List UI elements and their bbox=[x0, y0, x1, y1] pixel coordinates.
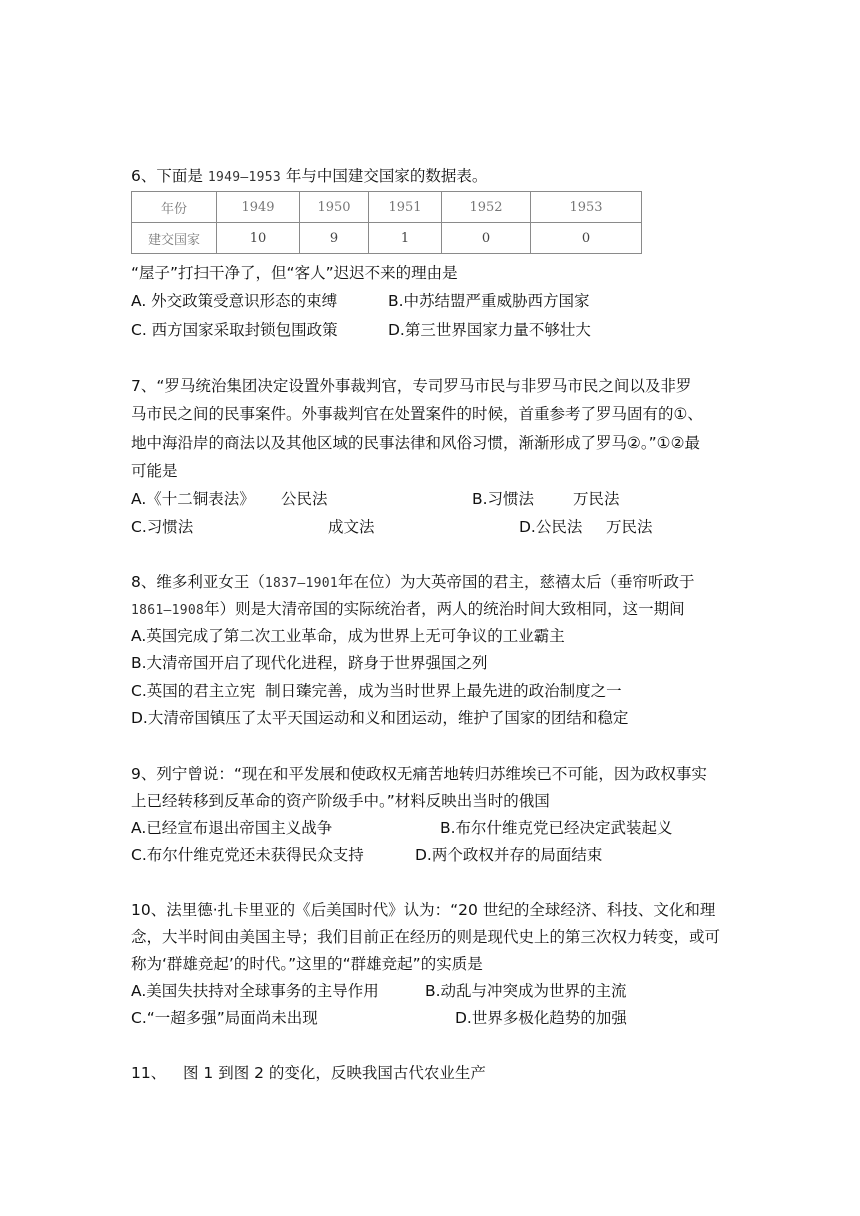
table-cell: 10 bbox=[217, 223, 300, 254]
q10-line-3: 称为‘群雄竞起’的时代。”这里的“群雄竞起”的实质是 bbox=[131, 955, 483, 973]
q9-option-b[interactable]: B.布尔什维克党已经决定武装起义 bbox=[440, 819, 673, 837]
table-row bbox=[132, 223, 642, 254]
q7-option-d-law: 万民法 bbox=[606, 518, 653, 536]
q6-option-d[interactable]: D.第三世界国家力量不够壮大 bbox=[388, 321, 591, 339]
table-cell: 建交国家 bbox=[132, 223, 217, 254]
q11-number: 11、 bbox=[131, 1064, 167, 1082]
q8-option-b[interactable]: B.大清帝国开启了现代化进程，跻身于世界强国之列 bbox=[131, 654, 488, 672]
q7-line-1: 7、“罗马统治集团决定设置外事裁判官，专司罗马市民与非罗马市民之间以及非罗 bbox=[131, 377, 692, 395]
q9-option-d[interactable]: D.两个政权并存的局面结束 bbox=[415, 846, 603, 864]
q10-option-b[interactable]: B.动乱与冲突成为世界的主流 bbox=[425, 982, 627, 1000]
q9-option-a[interactable]: A.已经宣布退出帝国主义战争 bbox=[131, 819, 333, 837]
q6-stem: “屋子”打扫干净了，但“客人”迟迟不来的理由是 bbox=[131, 264, 458, 282]
q8-line-1-c: 年在位）为大英帝国的君主，慈禧太后（垂帘听政于 bbox=[338, 573, 695, 591]
q9-line-2: 上已经转移到反革命的资产阶级手中。”材料反映出当时的俄国 bbox=[131, 792, 550, 810]
q7-option-b[interactable]: B.习惯法 bbox=[472, 490, 535, 508]
table-cell: 1949 bbox=[217, 192, 300, 223]
table-cell: 1950 bbox=[300, 192, 369, 223]
q7-line-2: 马市民之间的民事案件。外事裁判官在处置案件的时候，首重参考了罗马固有的①、 bbox=[131, 405, 703, 423]
q10-line-1: 10、法里德·扎卡里亚的《后美国时代》认为：“20 世纪的全球经济、科技、文化和理 bbox=[131, 901, 716, 919]
q10-line-2: 念，大半时间由美国主导；我们目前正在经历的则是现代史上的第三次权力转变，或可 bbox=[131, 928, 721, 946]
q8-option-d[interactable]: D.大清帝国镇压了太平天国运动和义和团运动，维护了国家的团结和稳定 bbox=[131, 709, 629, 727]
q6-option-c[interactable]: C. 西方国家采取封锁包围政策 bbox=[131, 321, 338, 339]
q9-option-c[interactable]: C.布尔什维克党还未获得民众支持 bbox=[131, 846, 364, 864]
table-cell: 1 bbox=[369, 223, 442, 254]
table-row-header bbox=[132, 192, 642, 223]
q10-option-a[interactable]: A.美国失扶持对全球事务的主导作用 bbox=[131, 982, 379, 1000]
q10-option-d[interactable]: D.世界多极化趋势的加强 bbox=[455, 1009, 627, 1027]
q6-title-tail: 年与中国建交国家的数据表。 bbox=[285, 167, 488, 185]
q7-option-c[interactable]: C.习惯法 bbox=[131, 518, 194, 536]
q6-data-table bbox=[131, 191, 642, 254]
q9-line-1: 9、列宁曾说：“现在和平发展和使政权无痛苦地转归苏维埃已不可能，因为政权事实 bbox=[131, 765, 707, 783]
q6-option-a[interactable]: A. 外交政策受意识形态的束缚 bbox=[131, 292, 338, 310]
q8-option-a[interactable]: A.英国完成了第二次工业革命，成为世界上无可争议的工业霸主 bbox=[131, 627, 565, 645]
table-cell: 1951 bbox=[369, 192, 442, 223]
q6-prefix: 6、下面是 bbox=[131, 167, 203, 185]
table-cell: 年份 bbox=[132, 192, 217, 223]
q8-line-1 bbox=[131, 572, 695, 594]
table-cell: 9 bbox=[300, 223, 369, 254]
q11-stem: 图 1 到图 2 的变化，反映我国古代农业生产 bbox=[183, 1064, 486, 1082]
q7-option-a-law: 公民法 bbox=[281, 490, 328, 508]
q8-line-2 bbox=[131, 599, 685, 621]
q10-option-c[interactable]: C.“一超多强”局面尚未出现 bbox=[131, 1009, 318, 1027]
q8-years-victoria: 1837—1901 bbox=[264, 576, 339, 591]
table-cell: 1952 bbox=[442, 192, 531, 223]
q7-line-3: 地中海沿岸的商法以及其他区域的民事法律和风俗习惯，渐渐形成了罗马②。”①②最 bbox=[131, 434, 700, 452]
table-cell: 0 bbox=[531, 223, 642, 254]
table-cell: 0 bbox=[442, 223, 531, 254]
q7-option-d[interactable]: D.公民法 bbox=[519, 518, 583, 536]
q6-years: 1949—1953 bbox=[207, 170, 281, 185]
q7-option-a[interactable]: A.《十二铜表法》 bbox=[131, 490, 255, 508]
q8-years-cixi: 1861—1908 bbox=[131, 603, 205, 618]
q6-title bbox=[131, 166, 487, 188]
q6-option-b[interactable]: B.中苏结盟严重威胁西方国家 bbox=[388, 292, 590, 310]
q7-option-c-law: 成文法 bbox=[328, 518, 375, 536]
q8-line-2-b: 年）则是大清帝国的实际统治者，两人的统治时间大致相同，这一期间 bbox=[204, 600, 685, 618]
table-cell: 1953 bbox=[531, 192, 642, 223]
q8-line-1-a: 8、维多利亚女王（ bbox=[131, 573, 265, 591]
q8-option-c[interactable]: C.英国的君主立宪 制日臻完善，成为当时世界上最先进的政治制度之一 bbox=[131, 682, 622, 700]
q7-line-4: 可能是 bbox=[131, 462, 178, 480]
q7-option-b-law: 万民法 bbox=[573, 490, 620, 508]
